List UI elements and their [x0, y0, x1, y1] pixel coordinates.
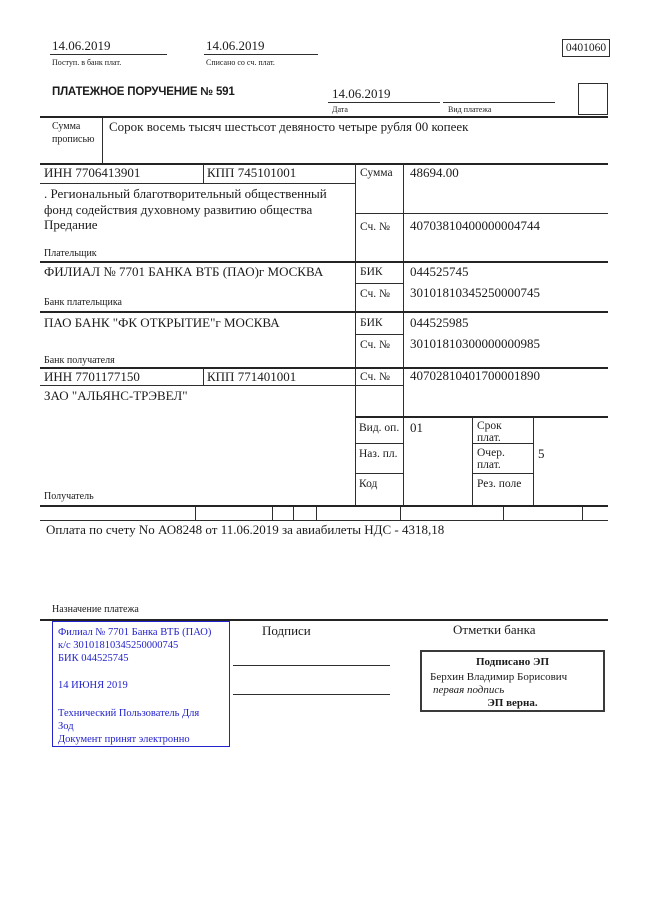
debited-date-value: 14.06.2019	[206, 38, 265, 53]
received-date-underline	[50, 54, 167, 55]
rule	[40, 311, 608, 313]
payee-account-label: Сч. №	[360, 371, 391, 383]
rule	[355, 443, 403, 444]
payee-account: 40702810401700001890	[410, 368, 540, 383]
op-kind-label: Вид. оп.	[359, 422, 400, 434]
rule	[40, 116, 608, 118]
payment-term-label: Срок плат.	[477, 420, 502, 444]
document-title: ПЛАТЕЖНОЕ ПОРУЧЕНИЕ № 591	[52, 86, 235, 98]
rule	[533, 417, 534, 506]
payee-bank-section-label: Банк получателя	[44, 355, 115, 366]
rule	[355, 334, 403, 335]
payment-kind-label: Вид платежа	[448, 105, 492, 114]
payee-bank-name: ПАО БАНК "ФК ОТКРЫТИЕ"г МОСКВА	[44, 315, 280, 330]
date-label: Дата	[332, 105, 348, 114]
debited-date-label: Списано со сч. плат.	[206, 58, 275, 67]
payee-name: ЗАО "АЛЬЯНС-ТРЭВЕЛ"	[44, 388, 188, 403]
payer-bank-bik: 044525745	[410, 264, 469, 279]
bank-marks-label: Отметки банка	[453, 622, 536, 637]
received-date-label: Поступ. в банк плат.	[52, 58, 122, 67]
payee-bank-account-label: Сч. №	[360, 339, 391, 351]
signature-line-1	[233, 665, 390, 666]
sign-stamp-verified: ЭП верна.	[487, 697, 538, 709]
sum-label: Сумма	[360, 167, 393, 179]
sum-value: 48694.00	[410, 165, 459, 180]
payer-bank-account-label: Сч. №	[360, 288, 391, 300]
payment-kind-underline	[443, 102, 555, 103]
signatures-label: Подписи	[262, 623, 311, 638]
priority-label: Очер. плат.	[477, 447, 505, 471]
date-underline	[328, 102, 440, 103]
bank-stamp-line: Филиал № 7701 Банка ВТБ (ПАО)	[58, 627, 212, 638]
payer-kpp: КПП 745101001	[207, 165, 297, 180]
payer-inn: ИНН 7706413901	[44, 165, 141, 180]
payer-section-label: Плательщик	[44, 248, 97, 259]
sign-stamp-name: Берхин Владимир Борисович	[430, 671, 568, 683]
amount-words-label-2: прописью	[52, 134, 95, 145]
bank-stamp-line: БИК 044525745	[58, 653, 129, 664]
rule	[40, 520, 608, 521]
reserve-label: Рез. поле	[477, 478, 522, 490]
rule	[403, 163, 404, 506]
priority-value: 5	[538, 446, 545, 461]
amount-words-label-1: Сумма	[52, 121, 81, 132]
amount-words-text: Сорок восемь тысяч шестьсот девяносто четыре рубля 00 копеек	[109, 119, 469, 134]
bank-stamp-line: к/с 30101810345250000745	[58, 640, 179, 651]
rule	[400, 507, 401, 520]
rule	[203, 368, 204, 385]
payee-section-label: Получатель	[44, 491, 94, 502]
bank-stamp-box	[52, 621, 230, 747]
bank-stamp-line: Документ принят электронно	[58, 734, 190, 745]
form-code: 0401060	[565, 42, 607, 54]
rule	[40, 505, 608, 507]
received-date-value: 14.06.2019	[52, 38, 111, 53]
rule	[316, 507, 317, 520]
payer-account: 40703810400000004744	[410, 218, 540, 233]
purpose-section-label: Назначение платежа	[52, 604, 139, 615]
payee-bank-bik-label: БИК	[360, 317, 383, 329]
debited-date-underline	[204, 54, 318, 55]
purpose-code-label: Наз. пл.	[359, 448, 398, 460]
bank-stamp-line: Зод	[58, 721, 74, 732]
payee-inn: ИНН 7701177150	[44, 369, 140, 384]
payee-bank-bik: 044525985	[410, 315, 469, 330]
form-code-box	[562, 39, 610, 57]
payee-bank-account: 30101810300000000985	[410, 336, 540, 351]
rule	[195, 507, 196, 520]
signature-stamp-box	[420, 650, 605, 712]
rule	[40, 183, 355, 184]
payment-kind-box	[578, 83, 608, 115]
op-kind-value: 01	[410, 420, 423, 435]
payer-bank-account: 30101810345250000745	[410, 285, 540, 300]
rule	[102, 118, 103, 163]
rule	[472, 473, 533, 474]
rule	[355, 473, 403, 474]
payer-bank-section-label: Банк плательщика	[44, 297, 122, 308]
signature-line-2	[233, 694, 390, 695]
payee-kpp: КПП 771401001	[207, 369, 297, 384]
bank-stamp-line: 14 ИЮНЯ 2019	[58, 680, 128, 691]
bank-stamp-line: Технический Пользователь Для	[58, 708, 200, 719]
sign-stamp-note: первая подпись	[433, 684, 505, 696]
rule	[293, 507, 294, 520]
date-field-value: 14.06.2019	[332, 86, 391, 101]
rule	[472, 443, 533, 444]
code-label: Код	[359, 478, 378, 490]
rule	[582, 507, 583, 520]
rule	[355, 385, 403, 386]
payer-bank-bik-label: БИК	[360, 266, 383, 278]
rule	[40, 261, 608, 263]
rule	[503, 507, 504, 520]
rule	[355, 416, 608, 418]
payer-name: . Региональный благотворительный общественный фонд содействия духовному развитию общества Предание	[44, 186, 327, 232]
payer-account-label: Сч. №	[360, 221, 391, 233]
rule	[355, 213, 608, 214]
rule	[472, 417, 473, 506]
payer-bank-name: ФИЛИАЛ № 7701 БАНКА ВТБ (ПАО)г МОСКВА	[44, 264, 324, 279]
purpose-text: Оплата по счету No АО8248 от 11.06.2019 за авиабилеты НДС - 4318,18	[46, 522, 445, 537]
rule	[40, 385, 355, 386]
sign-stamp-title: Подписано ЭП	[475, 656, 550, 668]
rule	[203, 164, 204, 183]
rule	[272, 507, 273, 520]
rule	[355, 283, 403, 284]
